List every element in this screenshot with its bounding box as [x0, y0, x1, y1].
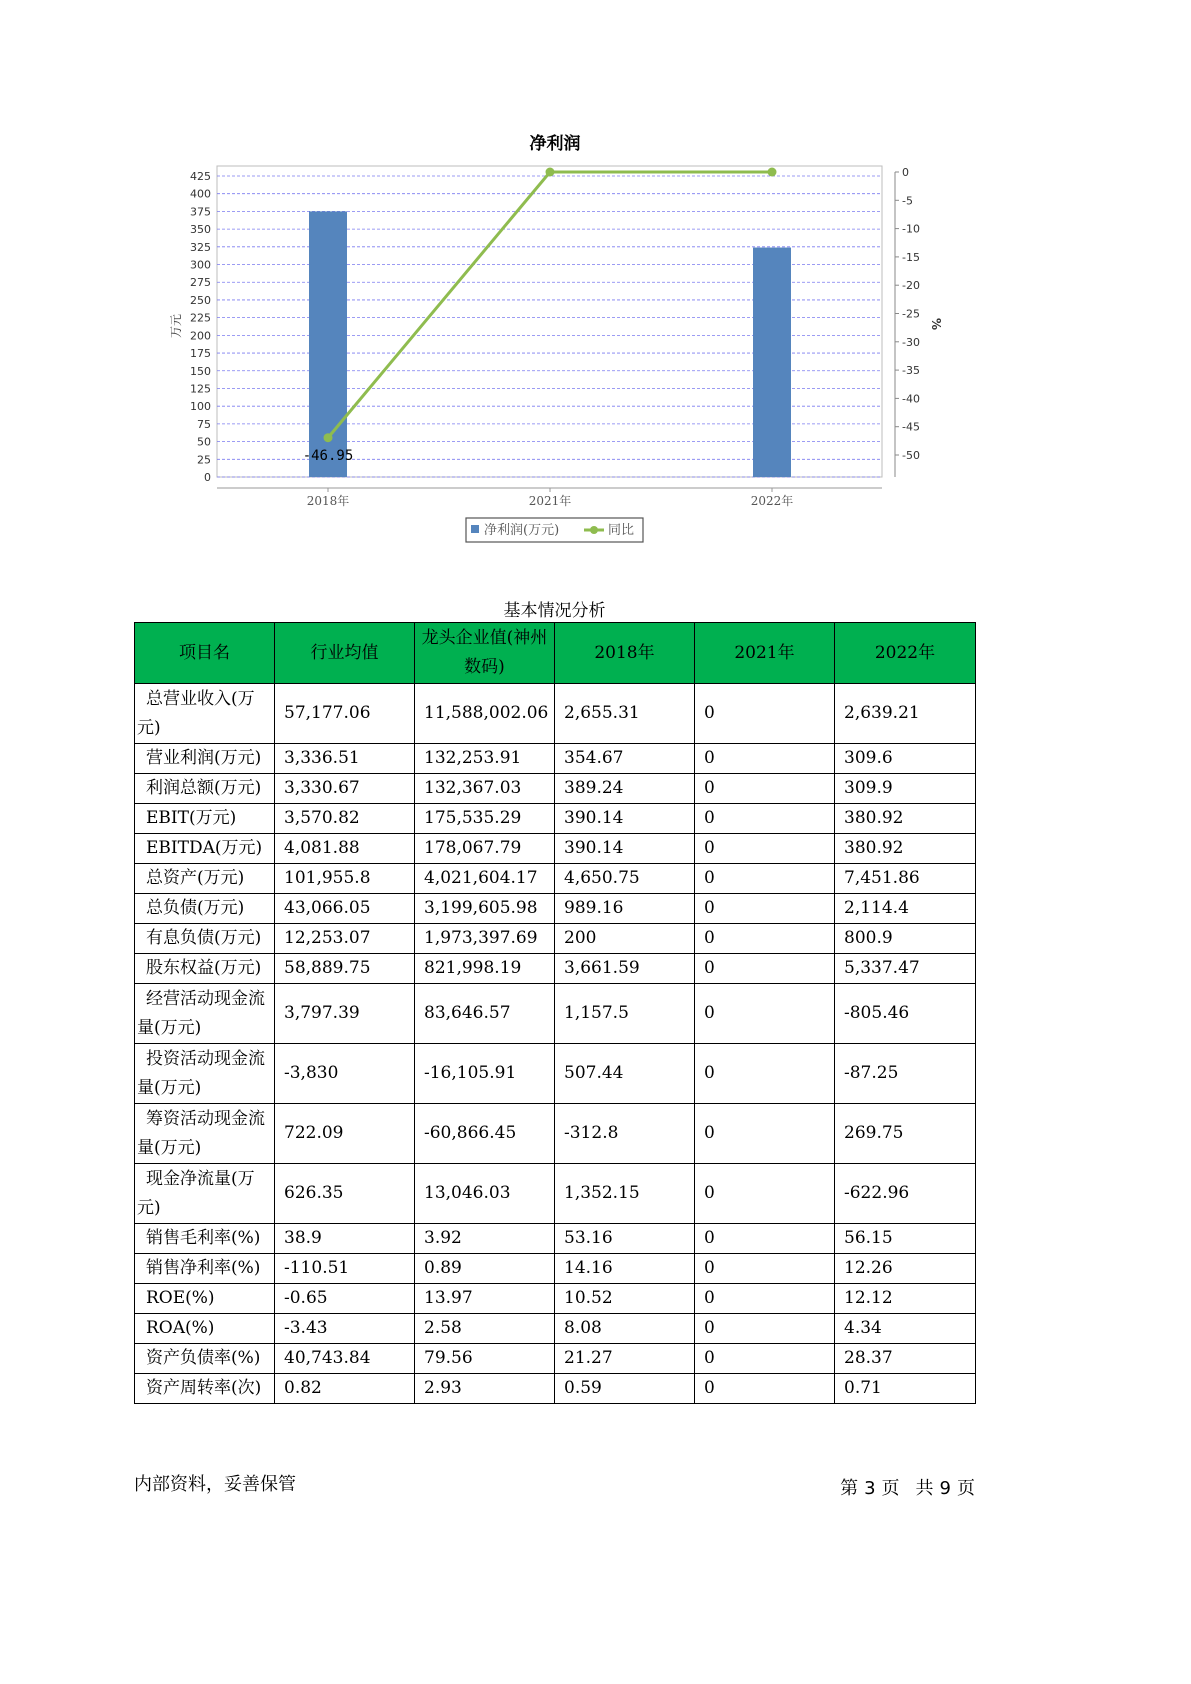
yoy-data-label: -46.95 [302, 448, 354, 464]
table-row [135, 1284, 976, 1314]
table-cell: 12.26 [835, 1254, 976, 1284]
table-cell: 0 [695, 894, 835, 924]
y-tick-label: 50 [197, 435, 211, 449]
table-cell: 3,336.51 [275, 744, 415, 774]
y-tick-label: 0 [204, 471, 211, 484]
table-cell: 0 [695, 864, 835, 894]
table-cell: 0 [695, 804, 835, 834]
row-item-name: EBIT(万元) [135, 804, 275, 834]
basic-analysis-table [134, 622, 976, 1404]
y-tick-label: 300 [190, 258, 211, 272]
table-cell: 380.92 [835, 834, 976, 864]
y-axis-label: 万元 [169, 313, 183, 339]
right-y-tick-label: -15 [902, 250, 920, 264]
table-row [135, 1374, 976, 1404]
y-tick-label: 400 [190, 187, 211, 201]
row-item-name: 营业利润(万元) [135, 744, 275, 774]
table-cell: 57,177.06 [275, 684, 415, 744]
right-y-tick-label: -25 [902, 307, 920, 321]
table-row [135, 804, 976, 834]
yoy-point-2021年 [546, 168, 555, 177]
table-cell: 0 [695, 954, 835, 984]
y-tick-label: 350 [190, 223, 211, 237]
table-cell: -0.65 [275, 1284, 415, 1314]
table-cell: 101,955.8 [275, 864, 415, 894]
right-y-tick-label: -30 [902, 335, 920, 349]
table-cell: 800.9 [835, 924, 976, 954]
table-cell: 309.9 [835, 774, 976, 804]
table-cell: 0 [695, 834, 835, 864]
y-tick-label: 325 [190, 240, 211, 254]
table-cell: 58,889.75 [275, 954, 415, 984]
table-cell: 79.56 [415, 1344, 555, 1374]
y-tick-label: 125 [190, 382, 211, 396]
table-row [135, 774, 976, 804]
row-item-name: 投资活动现金流量(万元) [135, 1044, 275, 1104]
x-tick-label: 2018年 [306, 494, 350, 508]
table-cell: -3.43 [275, 1314, 415, 1344]
table-cell: 28.37 [835, 1344, 976, 1374]
table-row [135, 1254, 976, 1284]
legend-bar-label: 净利润(万元) [484, 523, 560, 538]
table-cell: 0 [695, 1104, 835, 1164]
y-tick-label: 225 [190, 311, 211, 325]
table-cell: 3,661.59 [555, 954, 695, 984]
table-row [135, 954, 976, 984]
table-cell: 821,998.19 [415, 954, 555, 984]
table-cell: 4,021,604.17 [415, 864, 555, 894]
row-item-name: 总负债(万元) [135, 894, 275, 924]
table-cell: 0 [695, 1224, 835, 1254]
table-cell: 3,570.82 [275, 804, 415, 834]
table-row [135, 1314, 976, 1344]
table-row [135, 894, 976, 924]
table-cell: 0 [695, 1254, 835, 1284]
header-item-name: 项目名 [135, 623, 275, 684]
y-tick-label: 250 [190, 293, 211, 307]
table-cell: 12.12 [835, 1284, 976, 1314]
table-cell: 200 [555, 924, 695, 954]
legend-line-label: 同比 [608, 523, 635, 538]
table-row [135, 1164, 976, 1224]
table-row [135, 924, 976, 954]
table-cell: 4.34 [835, 1314, 976, 1344]
y-tick-label: 75 [197, 417, 211, 431]
table-cell: 0.59 [555, 1374, 695, 1404]
table-cell: 390.14 [555, 834, 695, 864]
row-item-name: 总营业收入(万元) [135, 684, 275, 744]
table-row [135, 1224, 976, 1254]
table-cell: 43,066.05 [275, 894, 415, 924]
table-cell: 83,646.57 [415, 984, 555, 1044]
table-cell: 3,330.67 [275, 774, 415, 804]
row-item-name: ROE(%) [135, 1284, 275, 1314]
table-cell: 13,046.03 [415, 1164, 555, 1224]
x-tick-label: 2022年 [750, 494, 794, 508]
row-item-name: 现金净流量(万元) [135, 1164, 275, 1224]
table-cell: 2,114.4 [835, 894, 976, 924]
table-cell: 12,253.07 [275, 924, 415, 954]
table-cell: 0 [695, 1044, 835, 1104]
table-cell: 0 [695, 1344, 835, 1374]
table-cell: 132,367.03 [415, 774, 555, 804]
table-cell: 989.16 [555, 894, 695, 924]
x-tick-label: 2021年 [528, 494, 572, 508]
table-cell: 8.08 [555, 1314, 695, 1344]
table-cell: 0 [695, 1314, 835, 1344]
table-cell: 10.52 [555, 1284, 695, 1314]
row-item-name: 总资产(万元) [135, 864, 275, 894]
page-total: 9 [939, 1478, 951, 1499]
table-cell: 354.67 [555, 744, 695, 774]
y-tick-label: 175 [190, 347, 211, 361]
table-cell: 0 [695, 1284, 835, 1314]
header-2018: 2018年 [555, 623, 695, 684]
table-cell: 4,081.88 [275, 834, 415, 864]
row-item-name: 有息负债(万元) [135, 924, 275, 954]
table-cell: 21.27 [555, 1344, 695, 1374]
y-tick-label: 425 [190, 170, 211, 183]
page-total-prefix: 共 [915, 1478, 934, 1499]
row-item-name: 资产周转率(次) [135, 1374, 275, 1404]
table-cell: -805.46 [835, 984, 976, 1044]
table-cell: 2.58 [415, 1314, 555, 1344]
table-cell: 2.93 [415, 1374, 555, 1404]
table-cell: 53.16 [555, 1224, 695, 1254]
table-row [135, 1044, 976, 1104]
row-item-name: ROA(%) [135, 1314, 275, 1344]
table-cell: 2,639.21 [835, 684, 976, 744]
row-item-name: 经营活动现金流量(万元) [135, 984, 275, 1044]
table-cell: 0 [695, 924, 835, 954]
table-cell: -622.96 [835, 1164, 976, 1224]
right-y-tick-label: 0 [902, 166, 909, 179]
table-cell: 13.97 [415, 1284, 555, 1314]
yoy-point-2022年 [768, 168, 777, 177]
table-cell: 11,588,002.06 [415, 684, 555, 744]
table-row [135, 1344, 976, 1374]
table-cell: 0.89 [415, 1254, 555, 1284]
table-cell: -60,866.45 [415, 1104, 555, 1164]
row-item-name: 资产负债率(%) [135, 1344, 275, 1374]
right-y-tick-label: -35 [902, 364, 920, 378]
table-cell: 2,655.31 [555, 684, 695, 744]
footer-page-number [834, 1474, 975, 1500]
table-cell: 722.09 [275, 1104, 415, 1164]
table-cell: 0.71 [835, 1374, 976, 1404]
right-y-tick-label: -45 [902, 420, 920, 434]
table-title: 基本情况分析 [503, 601, 606, 621]
right-y-tick-label: -50 [902, 449, 920, 462]
table-cell: 14.16 [555, 1254, 695, 1284]
header-2021: 2021年 [695, 623, 835, 684]
table-cell: 3,797.39 [275, 984, 415, 1044]
right-y-tick-label: -10 [902, 222, 920, 236]
table-cell: 507.44 [555, 1044, 695, 1104]
right-y-tick-label: -20 [902, 279, 920, 293]
table-row [135, 1104, 976, 1164]
table-cell: 3.92 [415, 1224, 555, 1254]
table-header-row [135, 623, 976, 684]
right-y-tick-label: -5 [902, 194, 913, 208]
table-row [135, 984, 976, 1044]
table-cell: -312.8 [555, 1104, 695, 1164]
table-cell: -110.51 [275, 1254, 415, 1284]
table-cell: 380.92 [835, 804, 976, 834]
table-cell: 1,352.15 [555, 1164, 695, 1224]
right-axis-label: % [929, 317, 943, 331]
table-cell: -16,105.91 [415, 1044, 555, 1104]
table-cell: -87.25 [835, 1044, 976, 1104]
right-y-tick-label: -40 [902, 392, 920, 406]
table-cell: 389.24 [555, 774, 695, 804]
row-item-name: 销售净利率(%) [135, 1254, 275, 1284]
net-profit-chart [150, 120, 970, 550]
table-cell: 0 [695, 1164, 835, 1224]
legend-bar-swatch [471, 525, 479, 533]
row-item-name: 利润总额(万元) [135, 774, 275, 804]
header-industry-avg: 行业均值 [275, 623, 415, 684]
bar-2022年 [753, 248, 791, 477]
table-cell: 0 [695, 684, 835, 744]
table-row [135, 864, 976, 894]
table-cell: 40,743.84 [275, 1344, 415, 1374]
legend-line-marker [590, 526, 598, 534]
chart-title: 净利润 [529, 134, 581, 154]
table-cell: 4,650.75 [555, 864, 695, 894]
table-cell: 390.14 [555, 804, 695, 834]
row-item-name: EBITDA(万元) [135, 834, 275, 864]
page-current: 3 [864, 1478, 876, 1499]
table-cell: 1,157.5 [555, 984, 695, 1044]
y-tick-label: 275 [190, 276, 211, 290]
y-tick-label: 25 [197, 453, 211, 467]
page-mid: 页 [881, 1478, 900, 1499]
table-cell: 175,535.29 [415, 804, 555, 834]
table-cell: 178,067.79 [415, 834, 555, 864]
table-cell: 7,451.86 [835, 864, 976, 894]
footer-confidential-note: 内部资料，妥善保管 [134, 1474, 296, 1495]
yoy-point-2018年 [324, 433, 333, 442]
y-tick-label: 150 [190, 364, 211, 378]
table-cell: 5,337.47 [835, 954, 976, 984]
table-cell: 38.9 [275, 1224, 415, 1254]
header-leader-value: 龙头企业值(神州数码) [415, 623, 555, 684]
page-prefix: 第 [840, 1478, 859, 1499]
table-cell: 309.6 [835, 744, 976, 774]
row-item-name: 筹资活动现金流量(万元) [135, 1104, 275, 1164]
table-cell: 1,973,397.69 [415, 924, 555, 954]
page-suffix: 页 [957, 1478, 975, 1499]
table-row [135, 834, 976, 864]
table-cell: 626.35 [275, 1164, 415, 1224]
table-cell: 0.82 [275, 1374, 415, 1404]
table-cell: -3,830 [275, 1044, 415, 1104]
row-item-name: 股东权益(万元) [135, 954, 275, 984]
y-tick-label: 100 [190, 400, 211, 414]
table-cell: 0 [695, 984, 835, 1044]
table-cell: 3,199,605.98 [415, 894, 555, 924]
header-2022: 2022年 [835, 623, 976, 684]
table-cell: 0 [695, 744, 835, 774]
table-cell: 269.75 [835, 1104, 976, 1164]
y-tick-label: 375 [190, 205, 211, 219]
table-cell: 0 [695, 1374, 835, 1404]
y-tick-label: 200 [190, 329, 211, 343]
table-cell: 132,253.91 [415, 744, 555, 774]
table-row [135, 684, 976, 744]
table-row [135, 744, 976, 774]
table-cell: 56.15 [835, 1224, 976, 1254]
table-cell: 0 [695, 774, 835, 804]
row-item-name: 销售毛利率(%) [135, 1224, 275, 1254]
yoy-line [328, 172, 772, 438]
